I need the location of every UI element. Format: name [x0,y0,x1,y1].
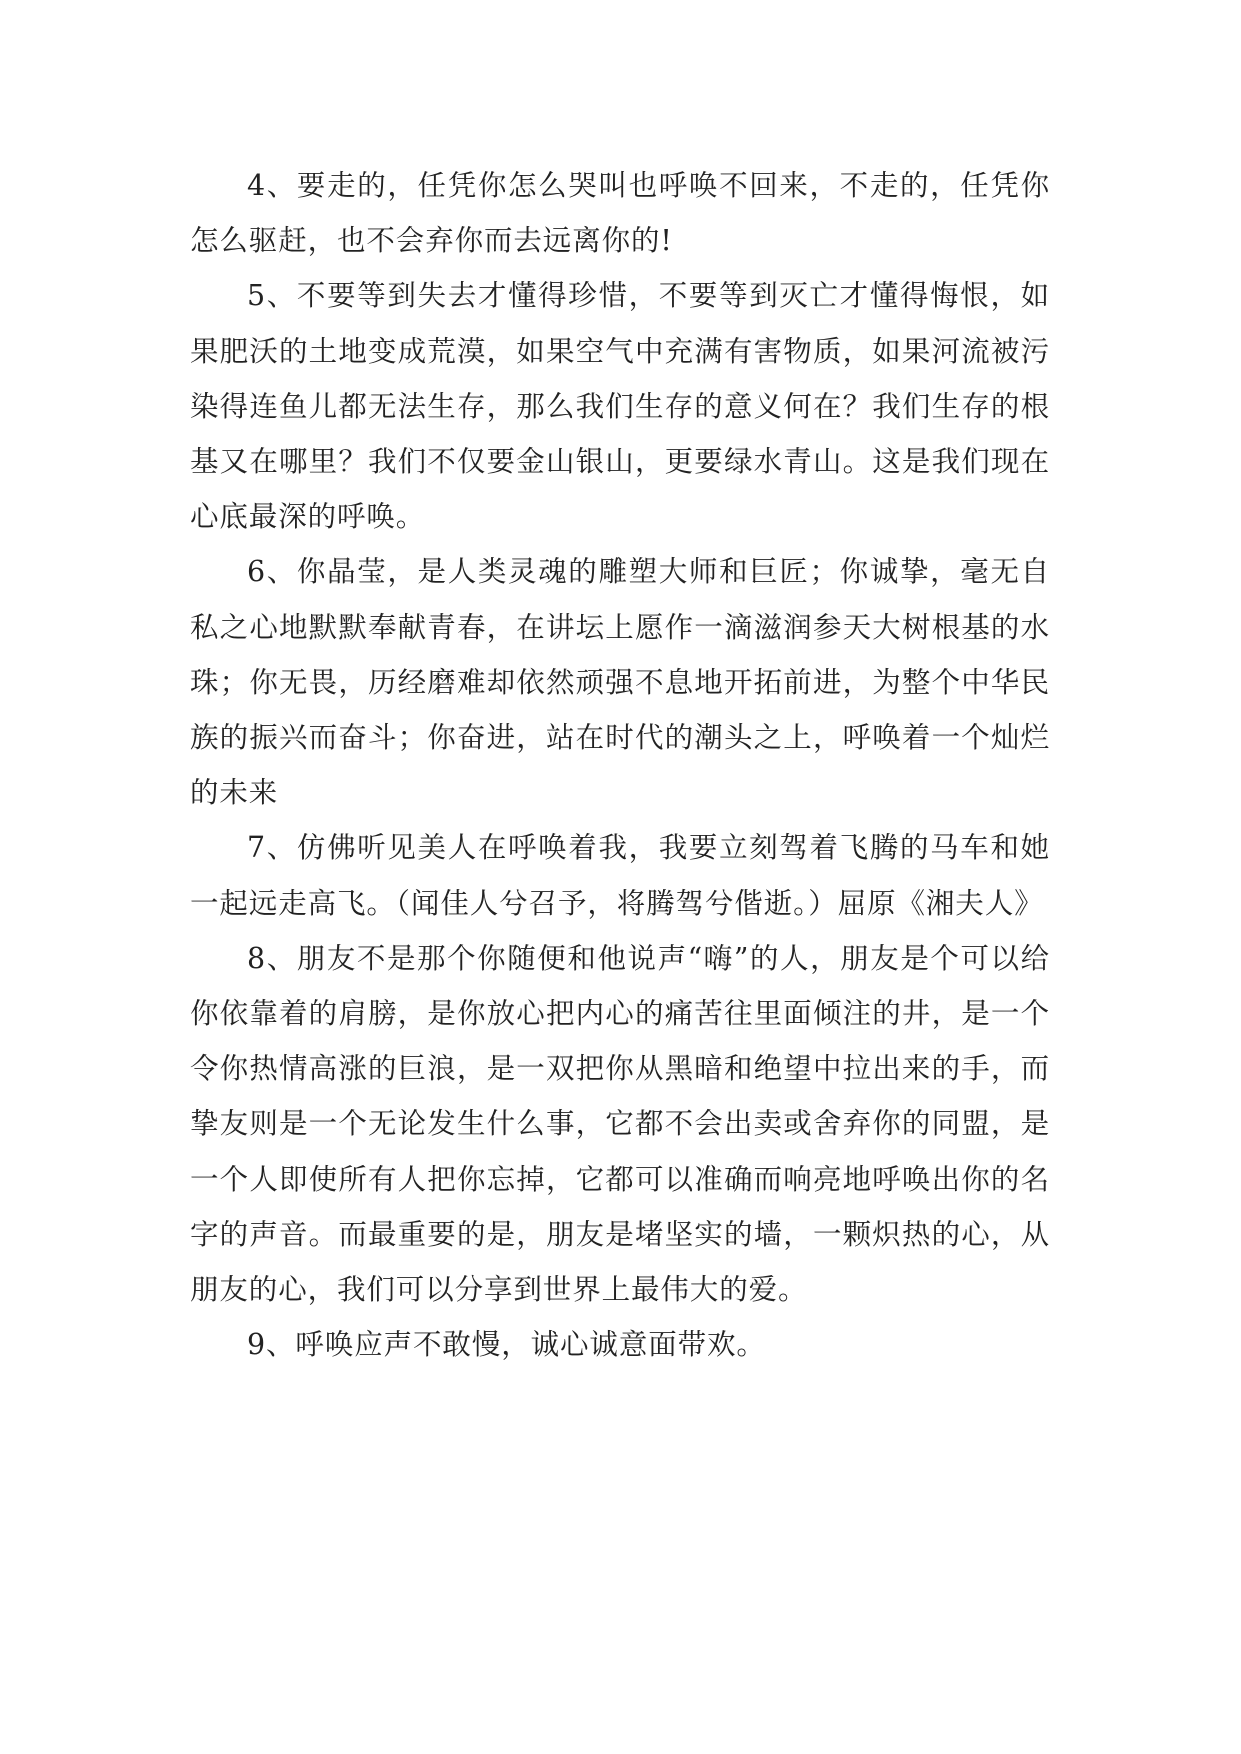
paragraph-5: 5、不要等到失去才懂得珍惜，不要等到灭亡才懂得悔恨，如果肥沃的土地变成荒漠，如果空气中充满有害物质，如果河流被污染得连鱼儿都无法生存，那么我们生存的意义何在？我们生存的根基又在哪里？我们不仅要金山银山，更要绿水青山。这是我们现在心底最深的呼唤。 [190,279,1050,534]
paragraph-7: 7、仿佛听见美人在呼唤着我，我要立刻驾着飞腾的马车和她一起远走高飞。（闻佳人兮召予，将腾驾兮偕逝。）屈原《湘夫人》 [190,831,1050,920]
paragraph-4: 4、要走的，任凭你怎么哭叫也呼唤不回来，不走的，任凭你怎么驱赶，也不会弃你而去远离你的! [190,169,1050,258]
document-body [190,158,1050,1372]
paragraph-9: 9、呼唤应声不敢慢，诚心诚意面带欢。 [247,1328,766,1362]
paragraph-6: 6、你晶莹，是人类灵魂的雕塑大师和巨匠；你诚挚，毫无自私之心地默默奉献青春，在讲坛上愿作一滴滋润参天大树根基的水珠；你无畏，历经磨难却依然顽强不息地开拓前进，为整个中华民族的振兴而奋斗；你奋进，站在时代的潮头之上，呼唤着一个灿烂的未来 [190,555,1050,810]
paragraph-8: 8、朋友不是那个你随便和他说声“嗨”的人，朋友是个可以给你依靠着的肩膀，是你放心把内心的痛苦往里面倾注的井，是一个令你热情高涨的巨浪，是一双把你从黑暗和绝望中拉出来的手，而挚友则是一个无论发生什么事，它都不会出卖或舍弃你的同盟，是一个人即使所有人把你忘掉，它都可以准确而响亮地呼唤出你的名字的声音。而最重要的是，朋友是堵坚实的墙，一颗炽热的心，从朋友的心，我们可以分享到世界上最伟大的爱。 [190,941,1050,1307]
